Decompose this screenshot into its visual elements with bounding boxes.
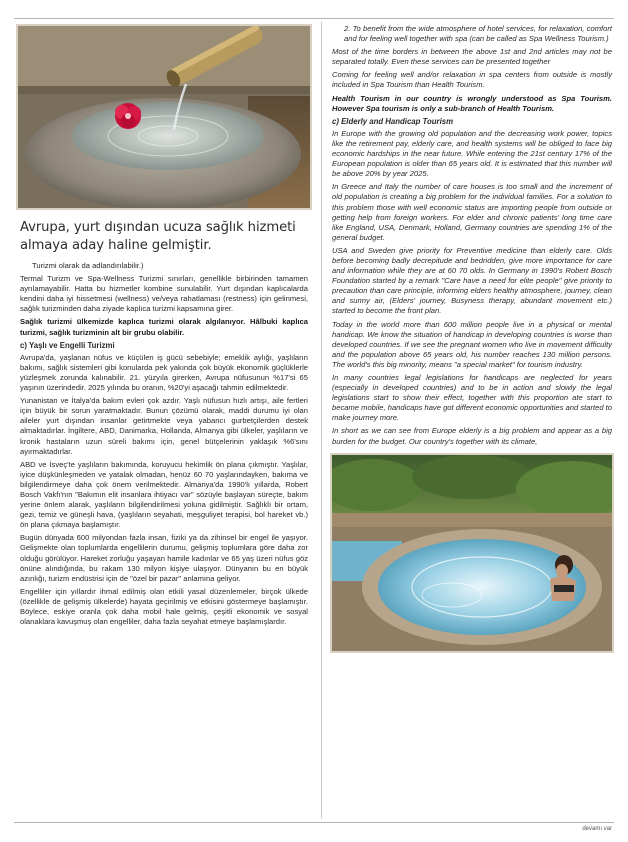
jacuzzi-photo <box>330 453 614 653</box>
right-column <box>330 24 614 653</box>
paragraph: ABD ve İsveç'te yaşlıların bakımında, koruyucu hekimlik ön plana çıkmıştır. Yaşlılar, iyice düşkünleşmeden ve yatalak olmadan, henüz 60 70 yaşlarındayken, bakıma ve bilgilendirmeye daha çok önem verilmektedir. Almanya'da 1990'lı yıllarda, Robert Bosch Vakfı'nın "Bakımın elit insanlara ihtiyacı var" sözüyle başlayan süreçte, bakım yerine önlem alarak, yaşlıların bilgilendirilmesi yoluna gidilmiştir. Sağlıklı bir ortam, gezi, temiz ve güneşli hava, (yaşlıların seyahati, meşguliyet terapisi, bol hareket vb.) ön plana çıkmaya başlamıştır. <box>20 459 308 530</box>
highlight-statement: Sağlık turizmi ülkemizde kaplıca turizmi olarak algılanıyor. Hâlbuki kaplıca turizmi, sağlık turizminin alt bir grubu olabilir. <box>20 317 308 337</box>
spa-fountain-photo <box>16 24 312 210</box>
list-item: 2. To benefit from the wide atmosphere of hotel services, for relaxation, comfort and for feeling well together with spa (can be called as Spa Wellness Tourism.) <box>344 24 612 44</box>
column-divider <box>321 22 322 818</box>
left-column <box>16 24 312 630</box>
paragraph: In many countries legal legislations for handicaps are neglected for years (especially in developed countries) and to be in action and slowly the legal legislations start to show their effect, together with this proportion ate start to became mobile, handicaps have got different economic opportunities and started to make journey more. <box>332 373 612 423</box>
paragraph: Today in the world more than 600 million people live in a physical or mental handicap. We know the situation of handicap in developing countries is worse than developed countries. If we see the pregnant women who live in movement difficulty and the population above 65 years old, his number reaches 130 million persons. The world's this big minority, means "a special market" for tourism industry. <box>332 319 612 369</box>
paragraph: Engelliler için yıllardır ihmal edilmiş olan etkili yasal düzenlemeler, birçok ülkede (özellikle de gelişmiş ülkelerde) hayata geçirilmiş ve etkisini göstermeye başlamıştır. Böylece, eskiye oranla çok daha mobil hale gelmiş, çeşitli ekonomik ve sosyal olanaklara kavuşmuş olan engelliler, daha fazla seyahat etmeye başlamışlardır. <box>20 586 308 627</box>
highlight-statement: Health Tourism in our country is wrongly understood as Spa Tourism. However Spa tourism is only a sub-branch of Health Tourism. <box>332 93 612 113</box>
turkish-article-body <box>20 261 308 627</box>
top-rule <box>14 18 614 19</box>
photo-caption: Avrupa, yurt dışından ucuza sağlık hizmeti almaya aday haline gelmiştir. <box>20 220 296 253</box>
paragraph: Yunanistan ve İtalya'da bakım evleri çok azdır. Yaşlı nüfusun hızlı artışı, aile fertleri için büyük bir sorun yaratmaktadır. Bunun çözümü olarak, maddi durumu iyi olan aileler yurt dışından insanlar getirtmekte veya yabancı gurbetçilerden destek almaktadırlar. İngiltere, ABD, Danimarka, Hollanda, Almanya gibi ülkeler, yaşlıların ve kronik hastaların uzun süreli bakımı için, genel bütçelerinin yaklaşık %6'sını ayırmaktadırlar. <box>20 396 308 456</box>
section-heading: c) Elderly and Handicap Tourism <box>332 116 454 126</box>
continued-marker: devamı var <box>582 826 612 832</box>
paragraph: Coming for feeling well and/or relaxation in spa centers from outside is mostly included in Spa Tourism than Health Tourism. <box>332 70 612 90</box>
paragraph: In Europe with the growing old population and the decreasing work power, topics like the retirement pay, elderly care, and health systems will be obliged to face big economic hardships in the near future. While entering the 21st century 17% of the European population is older than 65 years old. It is estimated that this number will be above 20% by year 2025. <box>332 128 612 179</box>
paragraph: Most of the time borders in between the above 1st and 2nd articles may not be separated totally. Even these services can be presented together <box>332 47 612 67</box>
section-heading: c) Yaşlı ve Engelli Turizmi <box>20 340 115 350</box>
paragraph: Avrupa'da, yaşlanan nüfus ve küçülen iş gücü sebebiyle; emeklik aylığı, yaşlıların bakımı, sağlık sistemleri gibi konularda pek yakında çok büyük ekonomik güçlüklerle yüzleşmek zorunda kalınabilir. 21. yüzyıla girerken, Avrupa nüfusunun %17'si 65 yaşının üzerindedir. 2025 yılında bu oranın, %20'yi aşacağı tahmin edilmektedir. <box>20 352 308 393</box>
paragraph: Bugün dünyada 600 milyondan fazla insan, fiziki ya da zihinsel bir engel ile yaşıyor. Gelişmekte olan toplumlarda engellilerin durumu, gelişmiş toplumlara göre daha zor olduğu görülüyor. Hareket zorluğu yaşayan hamile kadınlar ve 65 yaş üzeri nüfus göz önüne alındığında, bu rakam 130 milyon kişiye ulaşıyor. Dünyanın bu en büyük azınlığı, turizm endüstrisi için de "özel bir pazar" anlamına geliyor. <box>20 533 308 583</box>
paragraph: In short as we can see from Europe elderly is a big problem and appear as a big burden for the budget. Our country's together with its climate, <box>332 426 612 446</box>
bottom-rule <box>14 822 614 823</box>
paragraph: Turizmi olarak da adlandırılabilir.) <box>32 261 144 270</box>
paragraph: USA and Sweden give priority for Preventive medicine than elderly care. Olds before becoming badly decrepitude and bedridden, give more importance for care and information while they are at 60 70 olds. In Germany in 1990's Robert Bosch Foundation started by a remark "Care have a need for elite people" give priority to precaution than care principle, informing elders healthy atmosphere, journey, clean and sunny air, (Elders' journey, Busyness therapy, abundant movement etc.) started to become the front plan. <box>332 245 612 316</box>
spa-fountain-illustration <box>18 26 310 208</box>
jacuzzi-illustration <box>332 455 612 651</box>
english-article-body <box>332 24 612 447</box>
paragraph: Termal Turizm ve Spa-Wellness Turizmi sınırları, genellikle birbirinden tamamen ayrılamayabilir. Hatta bu hizmetler kombine sunulabilir. Yurt dışından kaplıcalarda kendini daha iyi hissetmesi (wellness) ve/veya rahatlaması (restness) için gelinmesi, sağlık turizminden daha ziyade kaplıca turizmi kapsamına girer. <box>20 274 308 314</box>
paragraph: In Greece and Italy the number of care houses is too small and the increment of old population is creating a big problem for the individual families. For a solution to this problem those with well economic status are importing people from outside or getting help from foreign workers. For elder and chronic patients' long time care like England, USA, Denmark, Holland, Germany countries are spending 1% of the general budget. <box>332 182 612 242</box>
